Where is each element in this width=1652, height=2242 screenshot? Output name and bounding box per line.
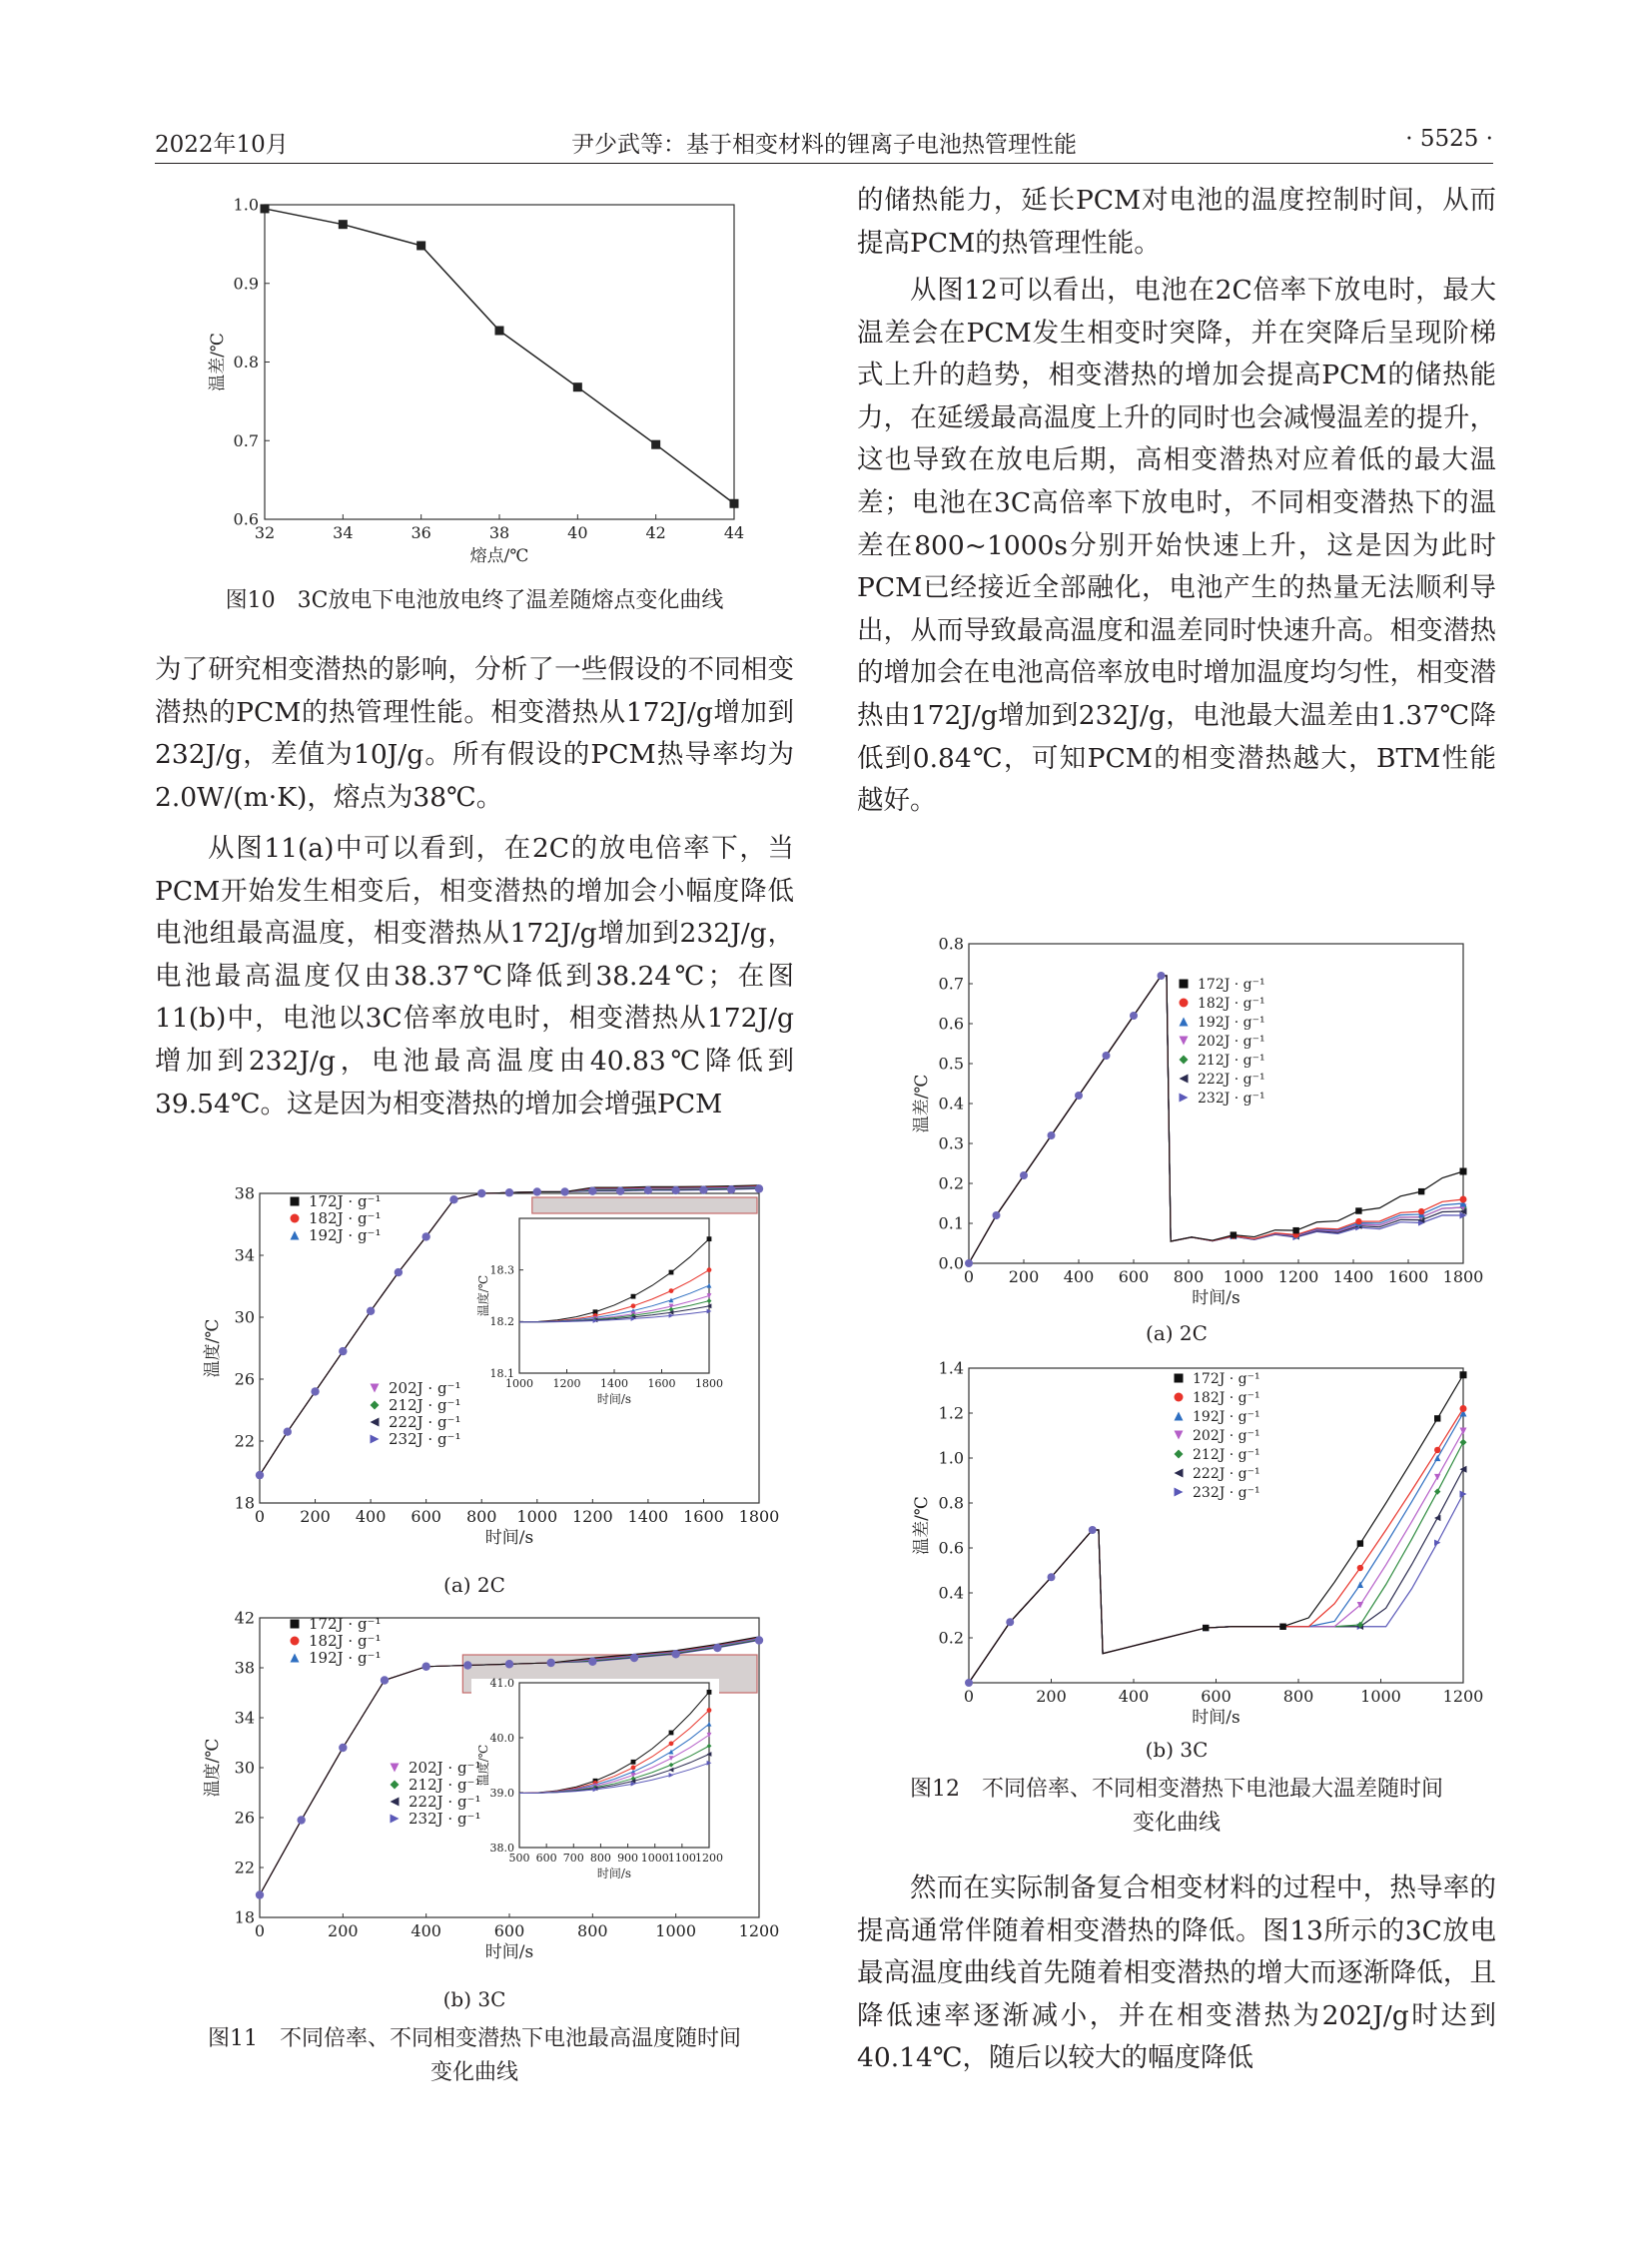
y-tick-label: 0.8	[233, 353, 259, 373]
paragraph-5: 然而在实际制备复合相变材料的过程中，热导率的提高通常伴随着相变潜热的降低。图13所示的3C放电最高温度曲线首先随着相变潜热的增大而逐渐降低，且降低速率逐渐减小，并在相变潜热为202J/g时达到40.14℃，随后以较大的幅度降低	[857, 1872, 1496, 2074]
x-tick-label: 400	[1063, 1267, 1095, 1286]
x-tick-label: 400	[355, 1507, 387, 1526]
y-tick-label: 0.2	[938, 1173, 964, 1193]
y-tick-label: 1.0	[938, 1448, 964, 1468]
y-tick-label: 18.1	[489, 1366, 514, 1380]
rise-point	[1158, 972, 1166, 980]
y-tick-label: 0.4	[938, 1583, 964, 1603]
x-tick-label: 40	[567, 523, 588, 542]
y-axis-label: 温差/℃	[208, 333, 228, 391]
data-point	[367, 1307, 375, 1315]
data-point	[297, 1816, 305, 1824]
y-tick-label: 0.7	[938, 974, 964, 994]
x-axis-label: 时间/s	[596, 1867, 632, 1880]
data-point	[505, 1188, 513, 1196]
rise-point	[965, 1259, 973, 1267]
legend-label: 192J · g⁻¹	[309, 1226, 382, 1244]
fig10-point	[339, 220, 348, 229]
x-tick-label: 200	[1008, 1267, 1040, 1286]
y-tick-label: 0.7	[233, 430, 259, 450]
fig11b-chart	[180, 1608, 780, 1992]
x-axis-label: 熔点/℃	[469, 546, 529, 566]
data-point	[644, 1186, 652, 1194]
x-tick-label: 800	[1173, 1267, 1205, 1286]
fig11-caption	[155, 2022, 794, 2090]
y-tick-label: 38	[234, 1658, 255, 1678]
diff-endpoint	[1460, 1428, 1467, 1435]
x-axis-label: 时间/s	[1192, 1708, 1240, 1728]
rise-point	[993, 1211, 1001, 1219]
x-tick-label: 400	[1118, 1687, 1150, 1706]
y-tick-label: 38	[234, 1183, 255, 1203]
x-tick-label: 1200	[571, 1507, 613, 1526]
rise-point	[1075, 1092, 1083, 1100]
legend-label: 222J · g⁻¹	[389, 1413, 461, 1431]
x-tick-label: 1200	[1442, 1687, 1484, 1706]
legend-marker	[1180, 1056, 1189, 1065]
data-point	[449, 1195, 457, 1203]
data-point	[588, 1658, 596, 1666]
legend-marker	[371, 1435, 380, 1444]
rise-point	[1130, 1012, 1138, 1020]
diff-point	[1434, 1540, 1440, 1546]
data-point	[477, 1189, 485, 1197]
x-tick-label: 1000	[640, 1852, 669, 1865]
x-tick-label: 700	[562, 1852, 584, 1865]
data-point	[463, 1661, 471, 1669]
data-point	[671, 1650, 679, 1658]
diff-point	[1434, 1415, 1440, 1421]
paragraph-3: 的储热能力，延长PCM对电池的温度控制时间，从而提高PCM的热管理性能。	[857, 185, 1496, 259]
legend-label: 202J · g⁻¹	[1193, 1428, 1260, 1444]
x-tick-label: 1000	[516, 1507, 558, 1526]
data-point	[755, 1636, 763, 1644]
inset-point	[669, 1270, 674, 1275]
rise-point	[965, 1679, 973, 1687]
rise-point	[1048, 1573, 1056, 1581]
fig11-caption-line2: 变化曲线	[429, 2060, 518, 2085]
y-axis-label: 温差/℃	[912, 1074, 932, 1133]
data-point	[713, 1644, 721, 1652]
fig12-caption-line2: 变化曲线	[1132, 1811, 1221, 1836]
y-tick-label: 30	[234, 1758, 255, 1778]
fig10-point	[261, 204, 270, 213]
fig11-caption-line1: 图11 不同倍率、不同相变潜热下电池最高温度随时间	[208, 2026, 741, 2051]
legend-marker	[291, 1637, 300, 1646]
diff-point	[1418, 1188, 1424, 1194]
legend-marker	[391, 1764, 400, 1773]
diff-endpoint	[1460, 1371, 1467, 1378]
y-tick-label: 0.5	[938, 1054, 964, 1074]
legend-label: 232J · g⁻¹	[409, 1810, 481, 1828]
diff-point	[1434, 1515, 1440, 1521]
diff-point	[1355, 1207, 1361, 1213]
x-tick-label: 1600	[647, 1377, 676, 1390]
x-tick-label: 1400	[1332, 1267, 1374, 1286]
x-tick-label: 38	[488, 523, 510, 542]
fig12b-chart	[879, 1353, 1484, 1743]
x-tick-label: 400	[411, 1921, 441, 1940]
diff-point	[1357, 1565, 1363, 1571]
x-tick-label: 200	[1036, 1687, 1067, 1706]
fig11b-subcaption: (b) 3C	[442, 1987, 506, 2011]
data-point	[727, 1185, 735, 1193]
x-axis-label: 时间/s	[596, 1392, 632, 1406]
y-tick-label: 1.0	[233, 195, 259, 215]
fig11a-subcaption: (a) 2C	[443, 1573, 505, 1597]
y-tick-label: 34	[234, 1708, 255, 1728]
fig12-caption-line1: 图12 不同倍率、不同相变潜热下电池最大温差随时间	[910, 1777, 1443, 1802]
legend-marker	[1175, 1431, 1184, 1440]
inset-point	[669, 1288, 674, 1293]
legend-marker	[1180, 1037, 1189, 1046]
y-axis-label: 温差/℃	[912, 1496, 932, 1555]
data-point	[256, 1471, 264, 1479]
data-point	[339, 1347, 347, 1355]
diff-point	[1434, 1474, 1440, 1480]
x-tick-label: 42	[645, 523, 666, 542]
rise-point	[1103, 1052, 1111, 1060]
diff-point	[1418, 1208, 1424, 1214]
diff-point	[1231, 1231, 1237, 1237]
fig12b-subcaption: (b) 3C	[1145, 1738, 1209, 1762]
y-axis-label: 温度/℃	[476, 1744, 490, 1787]
diff-endpoint	[1460, 1405, 1467, 1412]
x-tick-label: 0	[254, 1921, 266, 1940]
x-tick-label: 1800	[1442, 1267, 1484, 1286]
diff-endpoint	[1460, 1439, 1467, 1446]
diff-point	[1434, 1488, 1440, 1494]
x-tick-label: 0	[963, 1687, 975, 1706]
y-tick-label: 0.0	[938, 1253, 964, 1273]
legend-marker	[1180, 1018, 1189, 1027]
legend-label: 222J · g⁻¹	[1198, 1072, 1265, 1088]
x-tick-label: 900	[617, 1852, 639, 1865]
x-tick-label: 1000	[505, 1377, 533, 1390]
x-tick-label: 36	[411, 523, 431, 542]
y-tick-label: 1.4	[938, 1358, 964, 1378]
inset-point	[707, 1267, 712, 1272]
x-tick-label: 200	[328, 1921, 359, 1940]
legend-label: 192J · g⁻¹	[309, 1649, 382, 1667]
legend-label: 232J · g⁻¹	[1193, 1485, 1260, 1501]
y-tick-label: 0.1	[938, 1213, 964, 1233]
legend-marker	[1180, 1094, 1189, 1103]
data-point	[616, 1186, 624, 1194]
legend-marker	[291, 1231, 300, 1240]
fig12a-chart	[879, 934, 1484, 1333]
legend-marker	[291, 1620, 300, 1629]
legend-label: 232J · g⁻¹	[389, 1430, 461, 1448]
legend-marker	[391, 1798, 400, 1807]
x-tick-label: 800	[589, 1852, 611, 1865]
data-point	[421, 1232, 429, 1240]
y-tick-label: 18	[234, 1907, 255, 1927]
data-point	[505, 1660, 513, 1668]
legend-marker	[391, 1815, 400, 1824]
paragraph-1: 为了研究相变潜热的影响，分析了一些假设的不同相变潜热的PCM的热管理性能。相变潜热从172J/g增加到232J/g，差值为10J/g。所有假设的PCM热导率均为2.0W/(m·K)，熔点为38℃。	[155, 654, 794, 813]
x-tick-label: 0	[963, 1267, 975, 1286]
x-tick-label: 1200	[738, 1921, 780, 1940]
diff-point	[1434, 1455, 1440, 1461]
x-tick-label: 1000	[1360, 1687, 1401, 1706]
legend-label: 202J · g⁻¹	[389, 1379, 461, 1397]
data-point	[533, 1187, 541, 1195]
y-tick-label: 38.0	[489, 1841, 514, 1855]
fig10-chart	[180, 195, 759, 589]
inset-point	[631, 1294, 636, 1299]
legend-label: 222J · g⁻¹	[1193, 1466, 1260, 1482]
x-tick-label: 800	[465, 1507, 497, 1526]
y-tick-label: 40.0	[489, 1731, 514, 1745]
fig10-line	[265, 209, 734, 503]
legend-label: 172J · g⁻¹	[309, 1615, 382, 1633]
legend-marker	[291, 1197, 300, 1206]
data-point	[421, 1663, 429, 1671]
data-point	[256, 1890, 264, 1898]
header-date: 2022年10月	[155, 132, 289, 158]
fig10-point	[416, 241, 425, 250]
x-tick-label: 600	[411, 1507, 441, 1526]
legend-label: 212J · g⁻¹	[409, 1776, 481, 1794]
inset-point	[707, 1690, 712, 1695]
y-axis-label: 温度/℃	[203, 1738, 223, 1798]
legend-label: 212J · g⁻¹	[389, 1396, 461, 1414]
legend-marker	[1175, 1469, 1184, 1478]
y-tick-label: 26	[234, 1808, 255, 1828]
inset-point	[669, 1731, 674, 1736]
legend-marker	[1180, 999, 1189, 1008]
inset-point	[631, 1760, 636, 1765]
y-tick-label: 0.2	[938, 1628, 964, 1648]
x-tick-label: 1400	[627, 1507, 669, 1526]
legend-label: 172J · g⁻¹	[1198, 977, 1265, 993]
x-tick-label: 600	[493, 1921, 525, 1940]
diff-point	[1355, 1218, 1361, 1224]
diff-endpoint	[1460, 1168, 1467, 1175]
rise-point	[1006, 1618, 1014, 1626]
y-tick-label: 41.0	[489, 1676, 514, 1690]
y-tick-label: 34	[234, 1245, 255, 1265]
inset-point	[669, 1741, 674, 1746]
header-rule	[155, 163, 1493, 164]
y-tick-label: 18.3	[489, 1263, 514, 1277]
data-point	[395, 1268, 403, 1276]
legend-marker	[1175, 1393, 1184, 1402]
x-tick-label: 800	[577, 1921, 608, 1940]
y-tick-label: 26	[234, 1369, 255, 1389]
legend-marker	[391, 1781, 400, 1790]
paragraph-2: 从图11(a)中可以看到，在2C的放电倍率下，当PCM开始发生相变后，相变潜热的增加会小幅度降低电池组最高温度，相变潜热从172J/g增加到232J/g，电池最高温度仅由38.37℃降低到38.24℃；在图11(b)中，电池以3C倍率放电时，相变潜热从172J/g增加到232J/g，电池最高温度由40.83℃降低到39.54℃。这是因为相变潜热的增加会增强PCM	[155, 833, 794, 1120]
y-tick-label: 18	[234, 1493, 255, 1513]
y-axis-label: 温度/℃	[203, 1318, 223, 1378]
data-point	[546, 1659, 554, 1667]
diff-point	[1357, 1582, 1363, 1588]
diff-point	[1434, 1447, 1440, 1453]
diff-point	[1292, 1227, 1298, 1233]
y-axis-label: 温度/℃	[476, 1274, 490, 1317]
x-tick-label: 600	[1201, 1687, 1232, 1706]
x-tick-label: 600	[535, 1852, 557, 1865]
legend-label: 172J · g⁻¹	[1193, 1371, 1260, 1387]
y-tick-label: 0.6	[938, 1014, 964, 1034]
legend-label: 172J · g⁻¹	[309, 1192, 382, 1210]
data-point	[560, 1187, 568, 1195]
fig10-point	[495, 327, 504, 336]
x-tick-label: 1800	[738, 1507, 780, 1526]
x-tick-label: 32	[254, 523, 276, 542]
y-tick-label: 30	[234, 1307, 255, 1327]
inset-point	[707, 1708, 712, 1713]
legend-marker	[1180, 980, 1189, 989]
data-point	[699, 1185, 707, 1193]
paragraph-4: 从图12可以看出，电池在2C倍率下放电时，最大温差会在PCM发生相变时突降，并在突降后呈现阶梯式上升的趋势，相变潜热的增加会提高PCM的储热能力，在延缓最高温度上升的同时也会减慢温差的提升，这也导致在放电后期，高相变潜热对应着低的最大温差；电池在3C高倍率下放电时，不同相变潜热下的温差在800~1000s分别开始快速上升，这是因为此时PCM已经接近全部融化，电池产生的热量无法顺利导出，从而导致最高温度和温差同时快速升高。相变潜热的增加会在电池高倍率放电时增加温度均匀性，相变潜热由172J/g增加到232J/g，电池最大温差由1.37℃降低到0.84℃，可知PCM的相变潜热越大，BTM性能越好。	[857, 275, 1496, 817]
legend-label: 182J · g⁻¹	[1193, 1390, 1260, 1406]
page-header	[155, 120, 1493, 160]
legend-marker	[371, 1401, 380, 1410]
legend-label: 222J · g⁻¹	[409, 1793, 481, 1811]
diff-point	[1203, 1625, 1209, 1631]
x-tick-label: 1800	[695, 1377, 723, 1390]
legend-label: 192J · g⁻¹	[1193, 1409, 1260, 1425]
y-tick-label: 39.0	[489, 1786, 514, 1800]
legend-marker	[291, 1214, 300, 1223]
inset-point	[707, 1236, 712, 1241]
y-tick-label: 0.6	[938, 1538, 964, 1558]
rise-point	[1089, 1526, 1097, 1534]
x-tick-label: 0	[254, 1507, 266, 1526]
fig12-caption	[857, 1773, 1496, 1841]
x-axis-label: 时间/s	[484, 1942, 534, 1962]
x-tick-label: 1000	[1223, 1267, 1264, 1286]
fig11a-chart	[180, 1183, 780, 1578]
x-tick-label: 1200	[552, 1377, 581, 1390]
data-point	[284, 1428, 292, 1436]
diff-line-5	[969, 1469, 1463, 1683]
x-tick-label: 800	[1282, 1687, 1314, 1706]
x-tick-label: 1600	[1387, 1267, 1429, 1286]
legend-label: 182J · g⁻¹	[309, 1209, 382, 1227]
fig10-caption: 图10 3C放电下电池放电终了温差随熔点变化曲线	[225, 588, 724, 613]
y-tick-label: 1.2	[938, 1403, 964, 1423]
header-page-number: · 5525 ·	[1405, 126, 1493, 152]
fig10-point	[730, 499, 739, 508]
data-point	[311, 1387, 319, 1395]
x-tick-label: 1400	[600, 1377, 628, 1390]
y-tick-label: 0.3	[938, 1133, 964, 1153]
x-tick-label: 600	[1118, 1267, 1150, 1286]
x-tick-label: 44	[723, 523, 745, 542]
legend-label: 212J · g⁻¹	[1193, 1447, 1260, 1463]
legend-label: 232J · g⁻¹	[1198, 1091, 1265, 1107]
diff-endpoint	[1460, 1196, 1467, 1203]
fig10-point	[573, 382, 582, 391]
data-point	[381, 1676, 389, 1684]
data-point	[588, 1186, 596, 1194]
inset-point	[631, 1766, 636, 1771]
y-tick-label: 0.8	[938, 1493, 964, 1513]
x-tick-label: 200	[300, 1507, 331, 1526]
inset-point	[631, 1303, 636, 1308]
y-tick-label: 42	[234, 1608, 255, 1628]
y-tick-label: 0.6	[233, 509, 259, 529]
legend-label: 192J · g⁻¹	[1198, 1015, 1265, 1031]
x-tick-label: 1200	[1277, 1267, 1319, 1286]
y-tick-label: 18.2	[489, 1315, 514, 1329]
legend-marker	[1175, 1374, 1184, 1383]
fig10-point	[651, 440, 660, 449]
rise-point	[1020, 1171, 1028, 1179]
x-tick-label: 1000	[655, 1921, 697, 1940]
x-tick-label: 1600	[683, 1507, 724, 1526]
y-tick-label: 22	[234, 1858, 255, 1877]
legend-marker	[291, 1654, 300, 1663]
data-point	[630, 1654, 638, 1662]
x-tick-label: 500	[508, 1852, 530, 1865]
diff-point	[1357, 1540, 1363, 1546]
data-point	[671, 1186, 679, 1194]
legend-marker	[1175, 1488, 1184, 1497]
legend-marker	[1180, 1075, 1189, 1084]
x-axis-label: 时间/s	[484, 1528, 534, 1548]
data-point	[339, 1744, 347, 1752]
legend-marker	[371, 1384, 380, 1393]
y-tick-label: 22	[234, 1431, 255, 1451]
legend-label: 202J · g⁻¹	[409, 1759, 481, 1777]
header-title: 尹少武等：基于相变材料的锂离子电池热管理性能	[571, 132, 1077, 158]
x-tick-label: 1200	[695, 1852, 723, 1865]
y-tick-label: 0.9	[233, 274, 259, 294]
data-point	[755, 1184, 763, 1192]
plot-frame	[265, 205, 734, 519]
legend-label: 182J · g⁻¹	[309, 1632, 382, 1650]
y-tick-label: 0.8	[938, 934, 964, 954]
legend-label: 182J · g⁻¹	[1198, 996, 1265, 1012]
fig12a-subcaption: (a) 2C	[1146, 1321, 1208, 1345]
x-tick-label: 1100	[667, 1852, 696, 1865]
legend-marker	[371, 1418, 380, 1427]
x-axis-label: 时间/s	[1192, 1288, 1240, 1308]
y-tick-label: 0.4	[938, 1094, 964, 1114]
highlight-region	[532, 1197, 757, 1213]
diff-point	[1279, 1624, 1285, 1630]
diff-line-6	[969, 1494, 1463, 1683]
x-tick-label: 34	[333, 523, 354, 542]
rise-point	[1048, 1131, 1056, 1139]
legend-marker	[1175, 1412, 1184, 1421]
legend-label: 212J · g⁻¹	[1198, 1053, 1265, 1069]
legend-label: 202J · g⁻¹	[1198, 1034, 1265, 1050]
legend-marker	[1175, 1450, 1184, 1459]
